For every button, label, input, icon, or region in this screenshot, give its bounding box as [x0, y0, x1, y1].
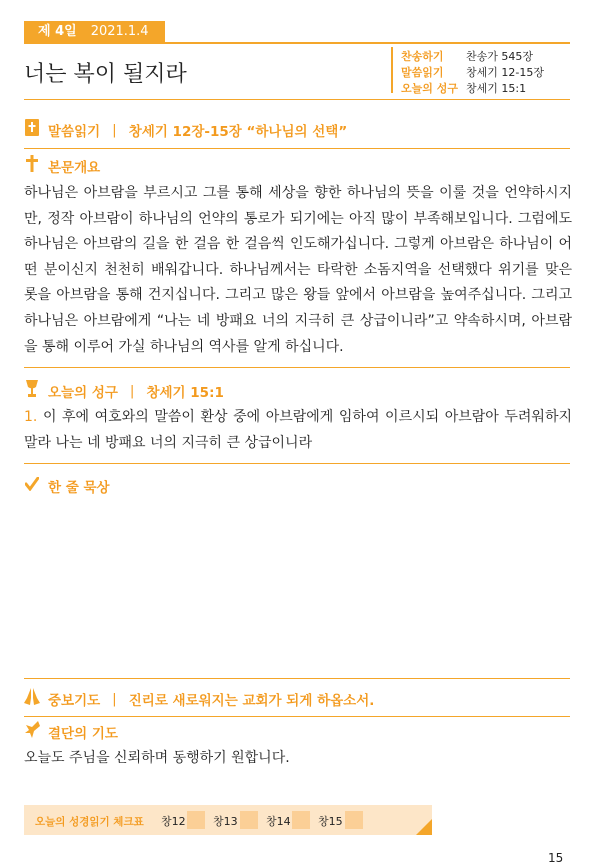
checklist-checkbox[interactable] [345, 811, 363, 829]
info-label-verse: 오늘의 성구 [401, 82, 458, 95]
verse-number: 1. [24, 409, 38, 425]
cross-icon [24, 155, 40, 176]
day-number: 제 4일 [38, 24, 77, 39]
info-value-hymn: 찬송가 545장 [466, 50, 533, 63]
checklist-checkbox[interactable] [187, 811, 205, 829]
reading-label: 말씀읽기 [48, 123, 101, 140]
day-tab [24, 21, 165, 42]
checklist-item-label: 창14 [266, 815, 291, 828]
resolution-heading [24, 721, 118, 742]
checklist-item-label: 창12 [161, 815, 186, 828]
separator: | [112, 690, 117, 707]
resolution-label: 결단의 기도 [48, 725, 118, 742]
verse-label: 오늘의 성구 [48, 384, 118, 401]
divider [24, 716, 570, 717]
bible-icon [24, 119, 40, 140]
prayer-text: 진리로 새로워지는 교회가 되게 하옵소서. [128, 692, 375, 709]
divider [24, 367, 570, 368]
verse-text: 이 후에 여호와의 말씀이 환상 중에 아브람에게 임하여 이르시되 아브람아 두려워하지 말라 나는 네 방패요 너의 지극히 큰 상급이니라 [24, 409, 572, 451]
info-value-reading: 창세기 12-15장 [466, 66, 544, 79]
page-title: 너는 복이 될지라 [24, 62, 187, 87]
verse-reference: 창세기 15:1 [146, 384, 224, 401]
checklist-checkbox[interactable] [240, 811, 258, 829]
praying-hands-icon [24, 688, 40, 709]
checklist-title: 오늘의 성경읽기 체크표 [35, 816, 144, 828]
overview-text: 하나님은 아브람을 부르시고 그를 통해 세상을 향한 하나님의 뜻을 이룰 것을 언약하시지만, 정작 아브람이 하나님의 언약의 통로가 되기에는 아직 많이 부족해보입니다. 그럼에도 하나님은 아브람의 길을 한 걸음 한 걸음씩 인도해가십니다. 그렇게 아브람은 하나님이 어떤 분이신지 천천히 배워갑니다. 하나님께서는 타락한 소돔지역을 선택했다 위기를 맞은 롯을 아브람을 통해 건지십니다. 그리고 많은 왕들 앞에서 아브람을 높여주십니다. 그리고 하나님은 아브람에게 “나는 네 방패요 너의 지극히 큰 상급이니라”고 약속하시며, 아브람을 통해 이루어 가실 하나님의 역사를 알게 하십니다. [24, 185, 572, 355]
divider [24, 463, 570, 464]
checklist-item-label: 창13 [213, 815, 238, 828]
resolution-text: 오늘도 주님을 신뢰하며 동행하기 원합니다. [24, 750, 290, 766]
divider [24, 148, 570, 149]
verse-text-block [24, 405, 572, 456]
dove-icon [24, 721, 40, 742]
separator: | [112, 121, 117, 138]
corner-decoration [416, 819, 432, 835]
checklist-checkbox[interactable] [292, 811, 310, 829]
info-divider [391, 47, 393, 93]
info-value-verse: 창세기 15:1 [466, 82, 527, 95]
reading-heading [24, 119, 347, 140]
page-number: 15 [548, 851, 564, 865]
info-label-hymn: 찬송하기 [401, 50, 444, 63]
divider [24, 678, 570, 679]
verse-heading [24, 380, 224, 401]
day-date: 2021.1.4 [90, 24, 149, 39]
reading-reference: 창세기 12장-15장 “하나님의 선택” [128, 123, 348, 140]
chalice-icon [24, 380, 40, 401]
info-label-reading: 말씀읽기 [401, 66, 444, 79]
header-rule [24, 42, 570, 44]
separator: | [129, 382, 135, 399]
overview-heading [24, 155, 100, 176]
checklist-item-label: 창15 [318, 815, 343, 828]
prayer-heading [24, 688, 374, 709]
meditation-heading [24, 476, 110, 496]
meditation-label: 한 줄 묵상 [48, 480, 110, 496]
prayer-label: 중보기도 [48, 692, 101, 709]
title-rule [24, 99, 570, 100]
overview-label: 본문개요 [48, 159, 101, 176]
check-icon [24, 477, 40, 495]
